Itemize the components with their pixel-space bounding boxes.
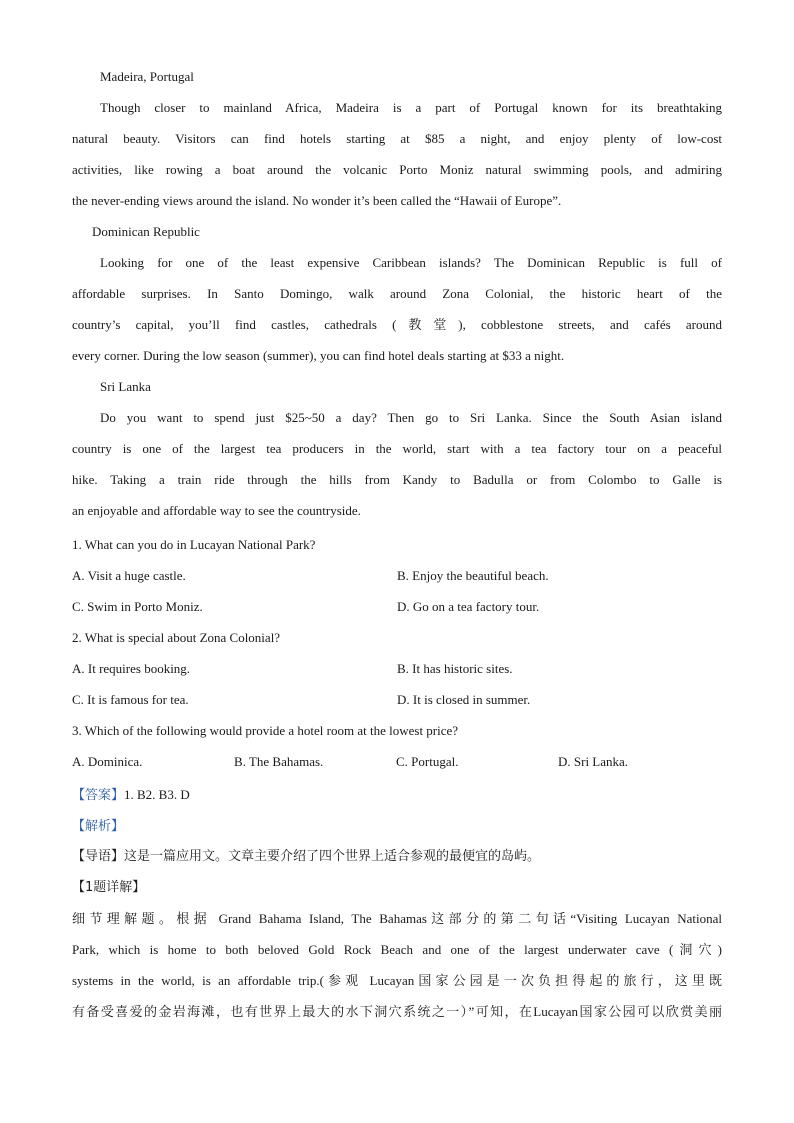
question-stem: 3. Which of the following would provide a hotel room at the lowest price? <box>72 723 459 738</box>
paragraph-line: the never-ending views around the island. No wonder it’s been called the “Hawaii of Europe”. <box>72 193 562 208</box>
option-row <box>72 746 722 777</box>
explanation-line: Park, which is home to both beloved Gold Rock Beach and one of the largest underwater cave (洞穴) <box>72 942 722 957</box>
questions <box>72 529 722 777</box>
option-c: C. Swim in Porto Moniz. <box>72 599 203 614</box>
option-c: C. Portugal. <box>396 754 459 769</box>
paragraph-line: hike. Taking a train ride through the hills from Kandy to Badulla or from Colombo to Galle is <box>72 472 722 487</box>
paragraph-line: an enjoyable and affordable way to see the countryside. <box>72 503 361 518</box>
option-d: D. It is closed in summer. <box>397 692 531 707</box>
paragraph-line: natural beauty. Visitors can find hotels starting at $85 a night, and enjoy plenty of low-cost <box>72 131 722 146</box>
guide-line <box>72 841 722 872</box>
explanation-line: 细节理解题。根据 Grand Bahama Island, The Bahamas这部分的第二句话“Visiting Lucayan National <box>72 911 722 926</box>
option-b: B. The Bahamas. <box>234 754 324 769</box>
option-d: D. Go on a tea factory tour. <box>397 599 540 614</box>
option-c: C. It is famous for tea. <box>72 692 189 707</box>
paragraph-line: Though closer to mainland Africa, Madeira is a part of Portugal known for its breathtaking <box>100 100 722 115</box>
q1-detail-label: 【1题详解】 <box>72 880 146 895</box>
paragraph-line: every corner. During the low season (summer), you can find hotel deals starting at $33 a night. <box>72 348 565 363</box>
analysis-label: 【解析】 <box>72 819 125 834</box>
option-a: A. It requires booking. <box>72 661 191 676</box>
option-a: A. Dominica. <box>72 754 143 769</box>
option-row <box>72 560 722 591</box>
option-d: D. Sri Lanka. <box>558 754 629 769</box>
explanation-line: 有备受喜爱的金岩海滩，也有世界上最大的水下洞穴系统之一）”可知，在Lucayan国家公园可以欣赏美丽 <box>72 1004 722 1019</box>
answer-label: 【答案】 <box>72 788 125 803</box>
explanation-line: systems in the world, is an affordable trip.(参观 Lucayan国家公园是一次负担得起的旅行，这里既 <box>72 973 722 988</box>
paragraph-line: country’s capital, you’ll find castles, cathedrals (教堂), cobblestone streets, and cafés around <box>72 317 722 332</box>
paragraph-line: activities, like rowing a boat around the volcanic Porto Moniz natural swimming pools, and admiring <box>72 162 722 177</box>
paragraph-line: affordable surprises. In Santo Domingo, walk around Zona Colonial, the historic heart of the <box>72 286 722 301</box>
passage <box>72 61 722 526</box>
answer-line <box>72 779 722 810</box>
paragraph-line: Do you want to spend just $25~50 a day? Then go to Sri Lanka. Since the South Asian island <box>100 410 722 425</box>
section-heading-madeira: Madeira, Portugal <box>100 69 194 84</box>
option-row <box>72 653 722 684</box>
option-b: B. It has historic sites. <box>397 661 513 676</box>
section-heading-srilanka: Sri Lanka <box>100 379 151 394</box>
paragraph-line: Looking for one of the least expensive Caribbean islands? The Dominican Republic is full of <box>100 255 722 270</box>
question-stem: 2. What is special about Zona Colonial? <box>72 630 281 645</box>
option-row <box>72 591 722 622</box>
option-b: B. Enjoy the beautiful beach. <box>397 568 549 583</box>
paragraph-line: country is one of the largest tea producers in the world, start with a tea factory tour on a peaceful <box>72 441 722 456</box>
answer-text: 1. B2. B3. D <box>124 787 190 802</box>
guide-text: 这是一篇应用文。文章主要介绍了四个世界上适合参观的最便宜的岛屿。 <box>124 849 541 864</box>
section-heading-dominican: Dominican Republic <box>92 224 200 239</box>
guide-label: 【导语】 <box>72 849 125 864</box>
option-a: A. Visit a huge castle. <box>72 568 186 583</box>
answer-analysis <box>72 779 722 1027</box>
analysis-line <box>72 810 722 841</box>
option-row <box>72 684 722 715</box>
question-stem: 1. What can you do in Lucayan National Park? <box>72 537 316 552</box>
